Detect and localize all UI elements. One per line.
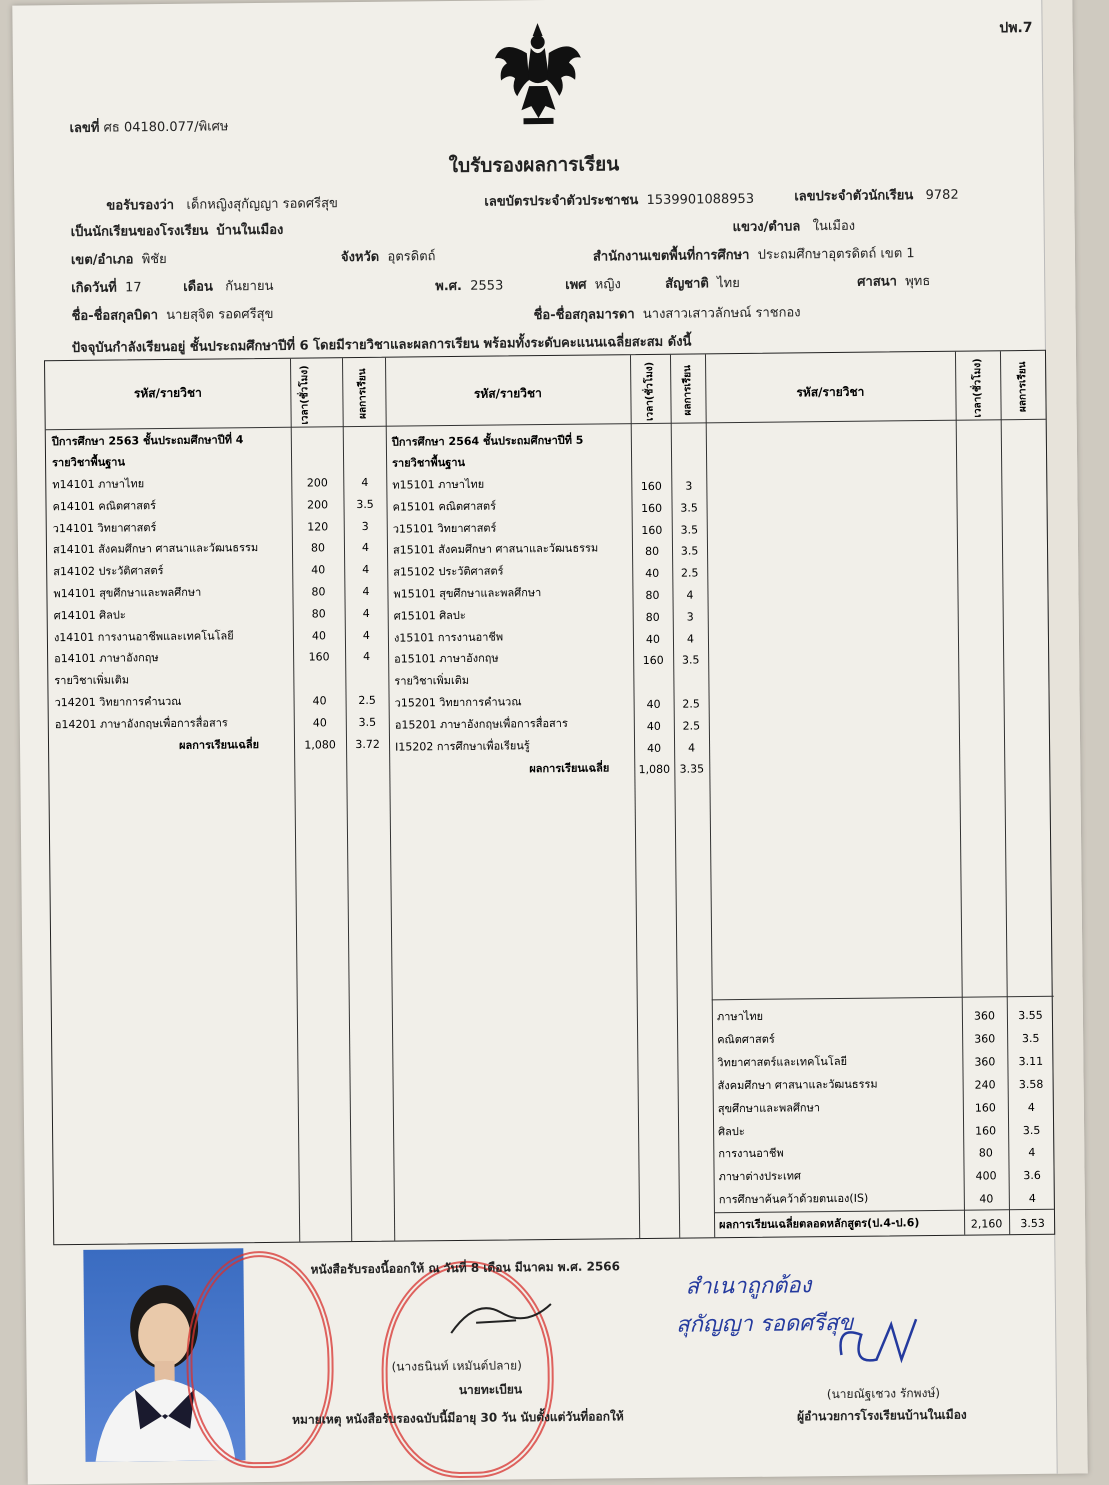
summary-row-grade: 3.55 [1007,1009,1054,1022]
form-id: ปพ.7 [999,17,1032,39]
col1-row-subject: ส14102 ประวัติศาสตร์ [53,560,163,583]
id-card: 1539901088953 [646,192,754,208]
school: บ้านในเมือง [216,223,283,239]
religion: พุทธ [905,274,930,289]
area: ประถมศึกษาอุตรดิตถ์ เขต 1 [758,246,915,263]
col2-row-grade: 3.5 [672,501,707,514]
col2-row-hours: 160 [631,480,671,493]
col1-row-grade: 3.5 [346,715,389,728]
col2-row-grade: 3.5 [673,654,708,667]
col1-year: ปีการศึกษา 2563 ชั้นประถมศึกษาปีที่ 4 [52,429,244,453]
col2-avg-label: ผลการเรียนเฉลี่ย [529,757,609,780]
col2-row-hours: 40 [633,632,673,645]
col1-row-subject: ว14101 วิทยาศาสตร์ [53,517,157,540]
registrar-signature [446,1292,557,1343]
col2-row-grade: 4 [674,741,709,754]
doc-no: ศธ 04180.077/พิเศษ [104,119,229,135]
col2-row-subject: พ15101 สุขศึกษาและพลศึกษา [393,582,541,606]
born-day-label: เกิดวันที่ [71,281,117,296]
student-no: 9782 [926,188,959,203]
col2-row-subject: ศ15101 ศิลปะ [394,605,466,628]
col1-row-subject: อ14101 ภาษาอังกฤษ [54,647,159,670]
summary-row-hours: 240 [963,1078,1008,1091]
summary-total-hours: 2,160 [964,1217,1009,1230]
summary-row-subject: ภาษาต่างประเทศ [718,1166,801,1189]
col1-avg-grade: 3.72 [346,738,389,751]
summary-row-grade: 3.11 [1007,1055,1054,1068]
col1-row-hours: 80 [293,607,345,621]
col2-row-hours: 40 [632,567,672,580]
summary-row-subject: สุขศึกษาและพลศึกษา [718,1097,820,1120]
col1-row-hours: 120 [292,520,344,534]
summary-row-hours: 40 [964,1192,1009,1205]
certify-label: ขอรับรองว่า [106,198,174,214]
id-card-label: เลขบัตรประจำตัวประชาชน [484,193,638,210]
col1-row-grade: 4 [345,628,388,641]
col2-row-subject: I15202 การศึกษาเพื่อเรียนรู้ [395,735,530,758]
col2-year: ปีการศึกษา 2564 ชั้นประถมศึกษาปีที่ 5 [392,430,584,454]
summary-row-grade: 3.5 [1008,1123,1055,1136]
col3-hours-header: เวลา(ชั่วโมง) [970,357,986,417]
col1-row-hours [293,672,345,673]
summary-total-grade: 3.53 [1009,1217,1056,1230]
garuda-emblem-icon [492,18,583,134]
student-name: เด็กหญิงสุกัญญา รอดศรีสุข [186,196,338,213]
col2-avg-hours: 1,080 [634,763,674,776]
col2-hours-header: เวลา(ชั่วโมง) [642,361,658,421]
area-label: สำนักงานเขตพื้นที่การศึกษา [593,248,750,265]
student-no-label: เลขประจำตัวนักเรียน [794,188,913,204]
col1-row-subject: ค14101 คณิตศาสตร์ [52,495,156,518]
col1-row-grade: 4 [344,585,387,598]
col1-hours-header: เวลา(ชั่วโมง) [297,364,313,424]
summary-row-subject: วิทยาศาสตร์และเทคโนโลยี [717,1051,847,1074]
summary-row-subject: สังคมศึกษา ศาสนาและวัฒนธรรม [718,1073,878,1097]
col3-grade-header: ผลการเรียน [1015,357,1031,417]
col2-row-subject: ท15101 ภาษาไทย [392,474,484,497]
born-month: กันยายน [225,279,273,295]
col2-basic: รายวิชาพื้นฐาน [392,452,465,475]
validity-note: หมายเหตุ หนังสือรับรองฉบับนี้มีอายุ 30 วัน นับตั้งแต่วันที่ออกให้ [292,1407,624,1429]
born-day: 17 [125,280,142,295]
col2-grade-header: ผลการเรียน [680,360,696,420]
doc-no-label: เลขที่ [69,121,99,136]
col1-basic: รายวิชาพื้นฐาน [52,451,125,474]
sex-label: เพศ [565,278,586,293]
page-title: ใบรับรองผลการเรียน [14,145,1054,186]
col2-row-subject: ส15102 ประวัติศาสตร์ [393,561,503,584]
col2-row-hours: 40 [634,719,674,732]
col2-row-subject: ค15101 คณิตศาสตร์ [392,495,496,518]
subdistrict: ในเมือง [813,219,856,234]
father: นายสุจิต รอดศรีสุข [166,307,273,323]
col2-row-subject: ง15101 การงานอาชีพ [394,626,503,649]
col1-row-hours: 200 [291,476,343,490]
col1-row-grade: 4 [345,606,388,619]
col3-subject-header: รหัส/รายวิชา [705,382,955,404]
summary-row-subject: การศึกษาค้นคว้าด้วยตนเอง(IS) [719,1188,869,1212]
issued-date: หนังสือรับรองนี้ออกให้ ณ วันที่ 8 เดือน มีนาคม พ.ศ. 2566 [310,1257,620,1279]
col2-row-subject: อ15101 ภาษาอังกฤษ [394,648,499,671]
col2-row-grade: 2.5 [674,719,709,732]
summary-row-grade: 4 [1008,1146,1055,1159]
school-seal-left [185,1250,334,1469]
col1-row-grade: 4 [344,541,387,554]
col2-subject-header: รหัส/รายวิชา [385,383,630,405]
col2-row-grade: 4 [673,632,708,645]
nationality-label: สัญชาติ [665,276,709,291]
col1-row-subject: ง14101 การงานอาชีพและเทคโนโลยี [54,625,234,649]
father-label: ชื่อ-ชื่อสกุลบิดา [71,308,158,324]
summary-row-subject: คณิตศาสตร์ [717,1029,775,1052]
summary-row-grade: 3.58 [1008,1077,1055,1090]
handwritten-certified-copy: สำเนาถูกต้อง [686,1267,812,1303]
col1-row-hours: 40 [293,629,345,643]
summary-row-hours: 400 [964,1170,1009,1183]
summary-row-grade: 4 [1008,1100,1055,1113]
col2-avg-grade: 3.35 [674,762,709,775]
col2-row-hours: 80 [632,589,672,602]
current-study-text: ปัจจุบันกำลังเรียนอยู่ ชั้นประถมศึกษาปีที่ 6 โดยมีรายวิชาและผลการเรียน พร้อมทั้งระดับคะแนนเฉลี่ยสะสม ดังนี้ [72,330,692,357]
col1-row-hours: 40 [294,694,346,708]
col2-row-subject: ว15101 วิทยาศาสตร์ [393,517,497,540]
summary-row-subject: การงานอาชีพ [718,1143,784,1166]
summary-row-grade: 3.5 [1007,1032,1054,1045]
col1-row-hours: 160 [293,651,345,665]
col1-row-subject: ท14101 ภาษาไทย [52,473,144,496]
col1-row-grade: 3 [344,519,387,532]
certificate-page [12,0,1087,1485]
province-label: จังหวัด [341,250,379,265]
col1-avg-hours: 1,080 [294,738,346,752]
summary-row-hours: 160 [963,1124,1008,1137]
col2-row-hours: 80 [632,545,672,558]
summary-row-subject: ศิลปะ [718,1120,745,1142]
col2-row-grade: 2.5 [674,697,709,710]
col1-row-subject: พ14101 สุขศึกษาและพลศึกษา [53,582,201,606]
col1-row-hours: 200 [291,498,343,512]
col1-row-subject: ว14201 วิทยาการคำนวณ [54,691,181,714]
col1-subject-header: รหัส/รายวิชา [45,383,290,405]
born-year: 2553 [470,278,503,293]
col2-row-grade: 3 [671,479,706,492]
col2-row-subject: ส15101 สังคมศึกษา ศาสนาและวัฒนธรรม [393,538,598,562]
col2-row-hours: 80 [633,611,673,624]
religion-label: ศาสนา [857,274,897,289]
col1-row-hours: 80 [292,542,344,556]
col1-row-subject: ศ14101 ศิลปะ [54,604,126,627]
director-title: ผู้อำนวยการโรงเรียนบ้านในเมือง [797,1406,967,1427]
district: พิชัย [142,252,167,267]
summary-row-hours: 360 [962,1055,1007,1068]
col1-row-subject: ส14101 สังคมศึกษา ศาสนาและวัฒนธรรม [53,537,258,561]
sex: หญิง [595,277,621,292]
summary-row-subject: ภาษาไทย [717,1006,763,1028]
col2-row-subject: อ15201 ภาษาอังกฤษเพื่อการสื่อสาร [395,713,568,737]
col1-row-subject: อ14201 ภาษาอังกฤษเพื่อการสื่อสาร [55,712,228,736]
col2-row-hours: 160 [632,502,672,515]
summary-row-hours: 360 [962,1009,1007,1022]
col1-row-subject: รายวิชาเพิ่มเติม [54,670,129,693]
col1-grade-header: ผลการเรียน [355,364,371,424]
col1-row-grade: 4 [345,650,388,663]
director-signature [831,1314,922,1375]
col2-row-hours: 40 [634,741,674,754]
col2-row-grade: 4 [672,588,707,601]
col1-row-hours: 80 [292,585,344,599]
col2-row-grade: 2.5 [672,567,707,580]
district-label: เขต/อำเภอ [71,252,134,268]
col2-row-subject: ว15201 วิทยาการคำนวณ [395,691,522,714]
col1-row-hours: 40 [292,563,344,577]
col2-row-hours: 40 [634,698,674,711]
summary-row-hours: 80 [963,1147,1008,1160]
summary-row-hours: 360 [962,1032,1007,1045]
col1-row-grade: 3.5 [343,497,386,510]
col1-row-grade: 4 [344,563,387,576]
mother-label: ชื่อ-ชื่อสกุลมารดา [533,307,634,323]
col2-row-grade: 3.5 [672,523,707,536]
col2-row-hours: 160 [633,654,673,667]
summary-row-grade: 3.6 [1009,1169,1056,1182]
col2-row-subject: รายวิชาเพิ่มเติม [394,670,469,693]
grades-table [44,350,1055,1245]
born-month-label: เดือน [183,280,213,295]
school-label: เป็นนักเรียนของโรงเรียน [71,224,209,240]
col1-row-grade: 2.5 [346,694,389,707]
mother: นางสาวเสาวลักษณ์ ราชกอง [643,305,801,322]
summary-total-label: ผลการเรียนเฉลี่ยตลอดหลักสูตร(ป.4-ป.6) [719,1212,920,1236]
summary-row-grade: 4 [1009,1192,1056,1205]
handwritten-student-name: สุกัญญา รอดศรีสุข [676,1305,854,1342]
col1-avg-label: ผลการเรียนเฉลี่ย [179,734,259,757]
registrar-name: (นางธนินท์ เหมันต์ปลาย) [391,1356,521,1376]
nationality: ไทย [717,276,740,291]
col1-row-grade: 4 [343,476,386,489]
summary-row-hours: 160 [963,1101,1008,1114]
director-name: (นายณัฐเชวง รักพงษ์) [827,1384,940,1404]
col2-row-grade: 3 [673,610,708,623]
province: อุตรดิตถ์ [387,249,435,265]
col2-row-hours: 160 [632,523,672,536]
born-year-label: พ.ศ. [435,279,462,294]
subdistrict-label: แขวง/ตำบล [733,219,801,235]
registrar-title: นายทะเบียน [459,1380,522,1400]
col1-row-hours: 40 [294,716,346,730]
col2-row-grade: 3.5 [672,545,707,558]
